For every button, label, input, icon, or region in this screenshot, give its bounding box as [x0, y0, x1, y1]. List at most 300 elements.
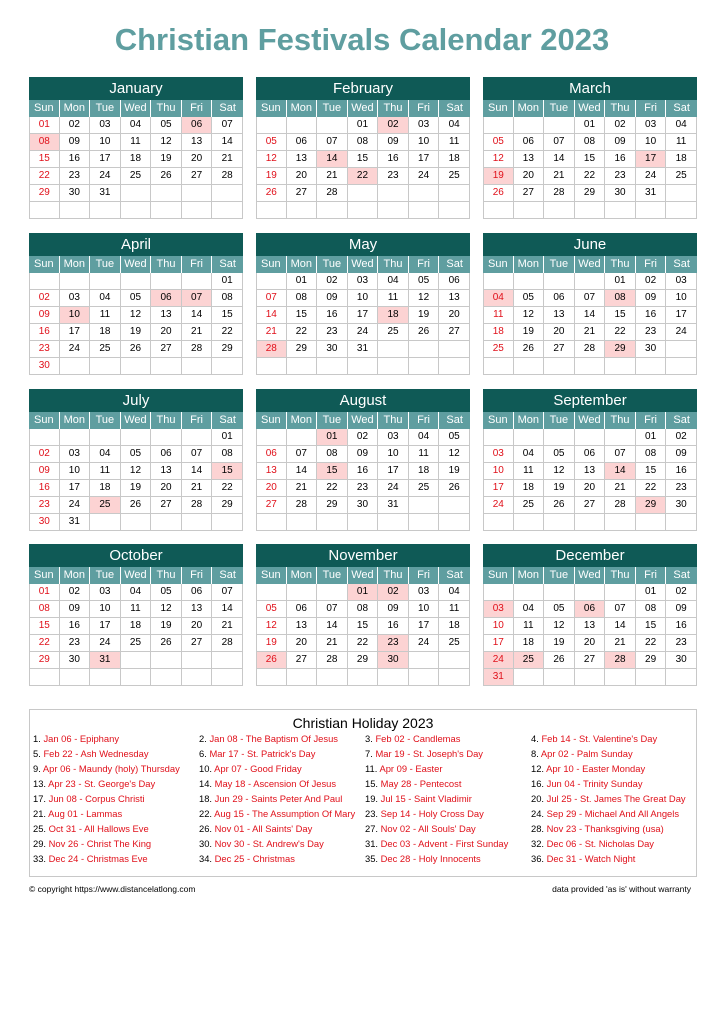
day-cell: 01 [212, 429, 243, 446]
day-cell: 09 [29, 463, 60, 480]
day-cell: 30 [636, 341, 667, 358]
day-cell [121, 652, 152, 669]
day-cell: 25 [439, 168, 470, 185]
day-cell: 15 [348, 151, 379, 168]
day-cell: 05 [256, 134, 287, 151]
weekday-label: Fri [182, 412, 213, 429]
holiday-number: 10. [199, 763, 213, 774]
weekday-label: Tue [317, 256, 348, 273]
weekday-header [256, 100, 470, 117]
day-cell: 19 [514, 324, 545, 341]
holiday-item [365, 778, 531, 793]
weekday-label: Wed [348, 256, 379, 273]
day-cell [90, 514, 121, 531]
day-cell: 23 [666, 635, 697, 652]
day-cell: 30 [60, 185, 91, 202]
week-row [29, 273, 243, 290]
day-cell: 16 [60, 618, 91, 635]
day-cell [636, 514, 667, 531]
day-cell [666, 341, 697, 358]
day-cell: 14 [544, 151, 575, 168]
day-cell: 30 [317, 341, 348, 358]
day-cell: 10 [348, 290, 379, 307]
day-cell: 26 [256, 185, 287, 202]
weekday-label: Thu [605, 256, 636, 273]
weekday-label: Tue [317, 567, 348, 584]
day-cell [514, 429, 545, 446]
month-january [29, 77, 243, 219]
holiday-item [199, 823, 365, 838]
day-cell [544, 202, 575, 219]
day-cell [575, 429, 606, 446]
day-cell [605, 202, 636, 219]
weekday-label: Sat [219, 258, 236, 270]
day-cell: 05 [121, 290, 152, 307]
month-may [256, 233, 470, 375]
day-cell [514, 514, 545, 531]
day-cell [90, 669, 121, 686]
weekday-label: Thu [378, 100, 409, 117]
holiday-text: Feb 14 - St. Valentine's Day [541, 733, 658, 744]
day-cell: 29 [636, 652, 667, 669]
copyright-text: © copyright https://www.distancelatlong.com [29, 884, 196, 894]
weekday-header [483, 100, 697, 117]
day-cell: 08 [212, 446, 243, 463]
day-cell: 26 [256, 652, 287, 669]
weekday-label: Thu [378, 256, 409, 273]
weekday-label: Sun [256, 100, 287, 117]
day-cell: 02 [666, 429, 697, 446]
day-cell: 08 [605, 290, 636, 307]
day-cell: 22 [212, 324, 243, 341]
day-cell: 28 [182, 497, 213, 514]
day-cell: 25 [514, 652, 545, 669]
holiday-number: 33. [33, 853, 47, 864]
day-cell: 08 [287, 290, 318, 307]
day-cell: 27 [151, 341, 182, 358]
day-cell: 17 [60, 480, 91, 497]
day-cell: 22 [317, 480, 348, 497]
week-row [29, 514, 243, 531]
holiday-text: Dec 25 - Christmas [214, 853, 295, 864]
weekday-label: Sun [483, 412, 514, 429]
day-cell [348, 358, 379, 375]
week-row [29, 480, 243, 497]
day-cell: 17 [60, 324, 91, 341]
day-cell: 08 [348, 134, 379, 151]
day-cell: 03 [90, 117, 121, 134]
weekday-header [483, 567, 697, 584]
day-cell [409, 202, 440, 219]
day-cell [60, 358, 91, 375]
week-row [256, 134, 470, 151]
day-cell: 07 [212, 117, 243, 134]
day-cell: 25 [666, 168, 697, 185]
day-cell: 14 [605, 463, 636, 480]
day-cell: 25 [90, 497, 121, 514]
day-cell: 18 [483, 324, 514, 341]
day-cell: 30 [605, 185, 636, 202]
weekday-label: Thu [151, 256, 182, 273]
day-cell: 10 [483, 618, 514, 635]
day-cell: 01 [317, 429, 348, 446]
weekday-label: Sat [219, 414, 236, 426]
month-title: January [29, 77, 243, 100]
week-row [29, 463, 243, 480]
day-cell: 04 [90, 446, 121, 463]
week-row [29, 168, 243, 185]
holiday-text: Jan 08 - The Baptism Of Jesus [209, 733, 338, 744]
holiday-text: Sep 14 - Holy Cross Day [380, 808, 484, 819]
week-row [256, 480, 470, 497]
week-row [256, 117, 470, 134]
week-row [483, 584, 697, 601]
holiday-number: 1. [33, 733, 41, 744]
day-cell: 30 [378, 652, 409, 669]
day-cell: 18 [514, 635, 545, 652]
day-cell: 25 [90, 341, 121, 358]
day-cell [90, 202, 121, 219]
day-cell [151, 652, 182, 669]
day-cell: 22 [29, 635, 60, 652]
day-cell: 21 [317, 635, 348, 652]
day-cell [256, 514, 287, 531]
holiday-item [33, 838, 199, 853]
day-cell: 19 [256, 635, 287, 652]
day-cell: 09 [60, 601, 91, 618]
month-june [483, 233, 697, 375]
day-cell: 22 [287, 324, 318, 341]
day-cell: 11 [514, 463, 545, 480]
holiday-number: 2. [199, 733, 207, 744]
day-cell: 16 [666, 618, 697, 635]
day-cell: 05 [514, 290, 545, 307]
holiday-number: 23. [365, 808, 379, 819]
day-cell: 19 [409, 307, 440, 324]
week-row [483, 202, 697, 219]
day-cell [514, 358, 545, 375]
day-cell: 07 [317, 134, 348, 151]
day-cell: 11 [409, 446, 440, 463]
holiday-number: 18. [199, 793, 213, 804]
day-cell [483, 429, 514, 446]
day-cell: 04 [514, 601, 545, 618]
week-row [29, 669, 243, 686]
day-cell [575, 514, 606, 531]
holiday-text: Jun 08 - Corpus Christi [48, 793, 145, 804]
weekday-label: Fri [636, 412, 667, 429]
day-cell: 27 [544, 341, 575, 358]
day-cell: 13 [182, 601, 213, 618]
day-cell: 31 [348, 341, 379, 358]
day-cell: 28 [605, 497, 636, 514]
day-cell: 15 [636, 618, 667, 635]
weekday-label: Thu [151, 100, 182, 117]
day-cell: 15 [287, 307, 318, 324]
day-cell: 16 [605, 151, 636, 168]
day-cell: 26 [514, 341, 545, 358]
day-cell [287, 358, 318, 375]
day-cell [317, 584, 348, 601]
month-february [256, 77, 470, 219]
holiday-text: Dec 31 - Watch Night [546, 853, 636, 864]
week-row [483, 429, 697, 446]
day-cell: 03 [60, 290, 91, 307]
day-cell: 23 [378, 168, 409, 185]
holiday-item [365, 853, 531, 868]
day-cell: 30 [60, 652, 91, 669]
day-cell: 30 [348, 497, 379, 514]
day-cell [409, 358, 440, 375]
day-cell: 29 [605, 341, 636, 358]
day-cell: 26 [544, 497, 575, 514]
weekday-label: Tue [544, 256, 575, 273]
day-cell [212, 358, 243, 375]
day-cell [212, 185, 243, 202]
holiday-text: Jan 06 - Epiphany [43, 733, 120, 744]
month-title: May [256, 233, 470, 256]
week-row [483, 273, 697, 290]
day-cell [605, 514, 636, 531]
day-cell: 06 [287, 134, 318, 151]
day-cell: 25 [439, 635, 470, 652]
holiday-text: Apr 23 - St. George's Day [48, 778, 156, 789]
day-cell: 04 [483, 290, 514, 307]
day-cell: 03 [60, 446, 91, 463]
day-cell: 13 [575, 463, 606, 480]
holiday-number: 36. [531, 853, 545, 864]
day-cell: 28 [544, 185, 575, 202]
week-row [29, 117, 243, 134]
day-cell: 07 [287, 446, 318, 463]
day-cell: 20 [287, 635, 318, 652]
day-cell: 22 [575, 168, 606, 185]
holiday-item [33, 823, 199, 838]
day-cell: 02 [378, 117, 409, 134]
day-cell: 13 [287, 151, 318, 168]
week-row [483, 358, 697, 375]
day-cell: 28 [605, 652, 636, 669]
day-cell: 26 [544, 652, 575, 669]
day-cell [409, 652, 440, 669]
day-cell: 27 [575, 652, 606, 669]
holiday-text: Oct 31 - All Hallows Eve [48, 823, 149, 834]
holiday-text: Nov 26 - Christ The King [48, 838, 152, 849]
month-title: September [483, 389, 697, 412]
holiday-number: 19. [365, 793, 379, 804]
day-cell: 11 [121, 134, 152, 151]
day-cell: 07 [256, 290, 287, 307]
day-cell: 17 [666, 307, 697, 324]
day-cell: 20 [151, 480, 182, 497]
day-cell: 25 [378, 324, 409, 341]
day-cell [121, 669, 152, 686]
holiday-item [199, 853, 365, 868]
day-cell [575, 273, 606, 290]
holiday-text: Feb 02 - Candlemas [375, 733, 461, 744]
weekday-label: Mon [287, 567, 318, 584]
month-december [483, 544, 697, 686]
weekday-label: Fri [182, 100, 213, 117]
day-cell [90, 429, 121, 446]
day-cell: 24 [483, 497, 514, 514]
holiday-item [33, 748, 199, 763]
weekday-label: Wed [121, 412, 152, 429]
month-title: December [483, 544, 697, 567]
day-cell [483, 273, 514, 290]
holiday-number: 3. [365, 733, 373, 744]
day-cell [483, 584, 514, 601]
holiday-item [365, 793, 531, 808]
weekday-label: Mon [514, 412, 545, 429]
day-cell: 21 [575, 324, 606, 341]
holiday-text: Nov 30 - St. Andrew's Day [214, 838, 324, 849]
weekday-label: Mon [287, 412, 318, 429]
weekday-label: Sat [446, 414, 463, 426]
day-cell [256, 429, 287, 446]
day-cell: 28 [212, 635, 243, 652]
week-row [256, 168, 470, 185]
day-cell: 21 [287, 480, 318, 497]
day-cell [121, 185, 152, 202]
weekday-label: Sun [29, 100, 60, 117]
week-row [483, 307, 697, 324]
day-cell: 21 [212, 151, 243, 168]
day-cell [439, 514, 470, 531]
day-cell: 11 [90, 307, 121, 324]
day-cell: 02 [29, 446, 60, 463]
week-row [483, 669, 697, 686]
holiday-text: Dec 06 - St. Nicholas Day [546, 838, 654, 849]
week-row [29, 429, 243, 446]
day-cell: 04 [409, 429, 440, 446]
day-cell: 17 [636, 151, 667, 168]
day-cell: 21 [212, 618, 243, 635]
day-cell: 03 [409, 584, 440, 601]
weekday-label: Thu [378, 567, 409, 584]
day-cell: 24 [90, 635, 121, 652]
weekday-label: Wed [575, 412, 606, 429]
weekday-label: Sun [256, 412, 287, 429]
day-cell [605, 429, 636, 446]
month-april [29, 233, 243, 375]
day-cell: 12 [409, 290, 440, 307]
day-cell: 11 [483, 307, 514, 324]
holiday-number: 34. [199, 853, 213, 864]
day-cell: 05 [256, 601, 287, 618]
day-cell: 01 [575, 117, 606, 134]
day-cell: 21 [256, 324, 287, 341]
day-cell [439, 185, 470, 202]
day-cell: 13 [151, 463, 182, 480]
holiday-number: 24. [531, 808, 545, 819]
week-row [256, 584, 470, 601]
day-cell [317, 669, 348, 686]
day-cell: 09 [348, 446, 379, 463]
weekday-label: Tue [90, 256, 121, 273]
day-cell: 16 [60, 151, 91, 168]
holiday-list-box [29, 709, 697, 877]
day-cell: 27 [182, 168, 213, 185]
holiday-number: 21. [33, 808, 47, 819]
day-cell: 13 [514, 151, 545, 168]
week-row [483, 168, 697, 185]
day-cell [29, 429, 60, 446]
weekday-label: Fri [409, 412, 440, 429]
weekday-label: Sun [256, 256, 287, 273]
weekday-label: Sat [673, 102, 690, 114]
day-cell: 11 [666, 134, 697, 151]
holiday-item [33, 808, 199, 823]
week-row [256, 185, 470, 202]
week-row [256, 446, 470, 463]
day-cell: 12 [544, 618, 575, 635]
day-cell: 27 [256, 497, 287, 514]
day-cell: 19 [439, 463, 470, 480]
day-cell: 28 [212, 168, 243, 185]
weekday-label: Wed [121, 256, 152, 273]
weekday-label: Mon [287, 256, 318, 273]
day-cell: 26 [121, 341, 152, 358]
holiday-number: 25. [33, 823, 47, 834]
day-cell: 12 [151, 601, 182, 618]
month-title: November [256, 544, 470, 567]
day-cell: 16 [29, 324, 60, 341]
day-cell: 31 [90, 652, 121, 669]
day-cell: 26 [151, 168, 182, 185]
day-cell: 19 [544, 480, 575, 497]
holiday-item [365, 838, 531, 853]
weekday-label: Sat [446, 102, 463, 114]
holiday-item [199, 778, 365, 793]
weekday-label: Mon [287, 100, 318, 117]
day-cell: 20 [287, 168, 318, 185]
holiday-text: Dec 28 - Holy Innocents [380, 853, 481, 864]
day-cell [636, 669, 667, 686]
day-cell [317, 358, 348, 375]
weekday-header [256, 567, 470, 584]
day-cell: 01 [636, 429, 667, 446]
day-cell [151, 273, 182, 290]
weekday-label: Wed [348, 567, 379, 584]
holiday-text: Feb 22 - Ash Wednesday [43, 748, 149, 759]
week-row [483, 480, 697, 497]
day-cell [287, 669, 318, 686]
day-cell [439, 497, 470, 514]
day-cell: 03 [483, 601, 514, 618]
day-cell: 18 [666, 151, 697, 168]
day-cell: 19 [151, 618, 182, 635]
day-cell [605, 584, 636, 601]
week-row [256, 635, 470, 652]
weekday-label: Sat [446, 258, 463, 270]
day-cell: 18 [90, 324, 121, 341]
weekday-label: Tue [317, 100, 348, 117]
holiday-item [365, 748, 531, 763]
month-november [256, 544, 470, 686]
holiday-number: 35. [365, 853, 379, 864]
day-cell [636, 358, 667, 375]
day-cell: 26 [151, 635, 182, 652]
day-cell: 18 [121, 618, 152, 635]
day-cell: 20 [182, 151, 213, 168]
day-cell: 30 [666, 652, 697, 669]
weekday-label: Sun [29, 412, 60, 429]
holiday-item [33, 733, 199, 748]
weekday-label: Mon [514, 100, 545, 117]
holiday-item [33, 778, 199, 793]
day-cell: 23 [378, 635, 409, 652]
